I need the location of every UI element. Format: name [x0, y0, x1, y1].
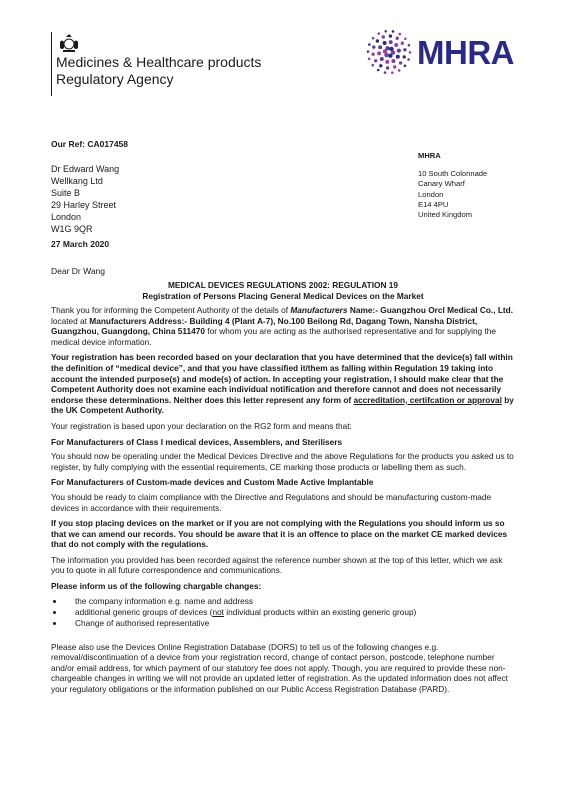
- agency-name-line1: Medicines & Healthcare products: [56, 54, 262, 70]
- logo-dot: [371, 64, 374, 67]
- recipient-line: Suite B: [51, 188, 81, 198]
- logo-dot: [397, 49, 401, 53]
- text-run: for whom you are acting as the authorised representative and for supplying the medical device information.: [51, 326, 497, 347]
- logo-dot: [374, 59, 377, 62]
- logo-dot: [404, 65, 407, 68]
- logo-dot: [392, 30, 395, 33]
- recipient-line: London: [51, 212, 82, 222]
- paragraph-custom-made: You should be ready to claim compliance with the Directive and Regulations and should be manufacturing custom-made devices in accordance with their requirements.: [51, 491, 492, 513]
- recipient-line: Dr Edward Wang: [51, 164, 120, 174]
- paragraph-offence: If you stop placing devices on the market or if you are not complying with the Regulations you should inform us so that we can amend our records. You should be aware that it is an offence to place on the market CE marked devices that do not comply with the regulations.: [51, 518, 508, 550]
- logo-dot: [385, 60, 389, 64]
- logo-dot: [382, 35, 385, 38]
- recipient-line: Wellkang Ltd: [51, 176, 103, 186]
- sender-org: MHRA: [418, 151, 441, 160]
- logo-dot: [398, 69, 401, 72]
- logo-dot: [393, 65, 396, 68]
- letter-subheading: Registration of Persons Placing General Medical Devices on the Market: [142, 291, 424, 301]
- sender-address: [418, 151, 487, 220]
- logo-dot: [389, 40, 393, 44]
- text-run: Manufacturers Address:- Building 4 (Plant A-7), No.100 Beilong Rd, Dagang Town, Nansha District, Guangzhou, Guangdong, China 511470: [51, 315, 478, 337]
- paragraph-basis: Your registration is based upon your declaration on the RG2 form and means that:: [51, 420, 352, 431]
- paragraph-intro: [51, 305, 517, 347]
- royal-crest-icon: [58, 33, 80, 53]
- recipient-address: [51, 163, 119, 235]
- text-run: Your registration has been recorded based on your declaration that you have determined that the device(s) fall within the definition of “medical device”, and that you have classified it/them as falling within Regulation 19 taking into account the intended purpose(s) and mode(s) of action. In accepting your registration, I should make clear that the Competent Authority does not examine each individual notification and therefore cannot and does not necessarily endorse these determinations. Neither does this letter represent any form of: [51, 352, 513, 405]
- logo-dot: [404, 38, 407, 41]
- text-run: by the UK Competent Authority.: [51, 394, 514, 416]
- text-run: not: [212, 606, 224, 617]
- agency-name-line2: Regulatory Agency: [56, 70, 174, 87]
- text-run: located at: [51, 315, 90, 326]
- logo-dot: [380, 57, 384, 61]
- logo-dot: [394, 43, 398, 47]
- paragraph-dors: Please also use the Devices Online Registration Database (DORS) to tell us of the following changes e.g. removal/discontinuation of a device from your registration record, change of contact person, postcode, telephone number and/or email address, for which payment of our statutory fee does not apply. Though, you are required to provide these non-chargeable changes in writing we will not provide an updated letter of registration. As the updated information does not affect your regulatory obligations or the information published on our Public Access Registration Database (PARD).: [51, 641, 508, 695]
- agency-name: [56, 54, 261, 87]
- logo-dot: [377, 51, 381, 55]
- logo-dot: [399, 33, 402, 36]
- text-run: Thank you for informing the Competent Authority of the details of: [51, 305, 291, 315]
- logo-dot: [377, 69, 380, 72]
- text-run: Name:- Guangzhou Orcl Medical Co., Ltd.: [347, 305, 514, 315]
- logo-dot: [376, 39, 379, 42]
- logo-dot: [399, 61, 402, 64]
- logo-dot: [391, 50, 395, 54]
- text-run: additional generic groups of devices (: [75, 606, 213, 617]
- logo-dot: [396, 55, 400, 59]
- dot-cluster-icon: [365, 30, 415, 74]
- logo-dot: [403, 55, 406, 58]
- reference-number: Our Ref: CA017458: [51, 139, 129, 149]
- paragraph-reference: The information you provided has been recorded against the reference number shown at the top of this letter, which we ask you to quote in all future correspondence and communications.: [51, 554, 503, 576]
- section-heading-custom-made: For Manufacturers of Custom-made devices and Custom Made Active Implantable: [51, 477, 374, 488]
- logo-dot: [378, 32, 381, 35]
- letter-heading: MEDICAL DEVICES REGULATIONS 2002: REGULATION 19: [167, 280, 399, 290]
- list-item: [65, 607, 517, 618]
- letter-date: 27 March 2020: [51, 239, 110, 249]
- logo-dot: [391, 59, 395, 63]
- text-run: Manufacturers: [290, 305, 348, 315]
- logo-dot: [401, 42, 404, 45]
- salutation: Dear Dr Wang: [51, 266, 106, 276]
- logo-dot: [372, 37, 375, 40]
- logo-dot: [378, 45, 382, 49]
- paragraph-registration: [51, 352, 517, 416]
- mhra-logo-text: MHRA: [417, 34, 514, 71]
- logo-dot: [407, 58, 410, 61]
- logo-dot: [368, 43, 371, 46]
- logo-dot: [409, 51, 412, 54]
- logo-dot: [383, 41, 387, 45]
- logo-dot: [408, 44, 411, 47]
- logo-dot: [384, 30, 387, 33]
- logo-dot: [371, 53, 374, 56]
- logo-dot: [386, 66, 389, 69]
- header-rule: [51, 32, 52, 96]
- sender-line: London: [418, 189, 444, 199]
- logo-dot: [379, 64, 382, 67]
- list-item: • the company information e.g. name and address: [65, 596, 517, 607]
- letter-body: [51, 305, 517, 700]
- sender-line: Canary Wharf: [418, 179, 465, 189]
- logo-dot: [396, 37, 399, 40]
- sender-line: 10 South Colonnade: [418, 169, 488, 179]
- logo-dot: [391, 71, 394, 74]
- paragraph-class-i: You should now be operating under the Medical Devices Directive and the above Regulations for the products you asked us to register, by fully complying with the essential requirements, CE marking those products or labelling them as such.: [51, 451, 514, 472]
- list-item: • Change of authorised representative: [65, 618, 517, 629]
- logo-dot: [403, 48, 406, 51]
- logo-dot: [372, 45, 375, 48]
- logo-dot: [367, 50, 370, 53]
- sender-line: E14 4PU: [418, 199, 449, 209]
- logo-dot: [384, 71, 387, 74]
- logo-dot: [389, 34, 392, 37]
- section-heading-class-i: For Manufacturers of Class I medical devices, Assemblers, and Sterilisers: [51, 436, 343, 447]
- recipient-line: 29 Harley Street: [51, 200, 117, 210]
- mhra-logo: [365, 30, 530, 74]
- section-heading-changes: Please inform us of the following chargable changes:: [51, 581, 262, 592]
- logo-dot: [385, 46, 389, 50]
- changes-list: [51, 596, 517, 629]
- recipient-line: W1G 9QR: [51, 224, 93, 234]
- logo-dot: [368, 58, 371, 61]
- text-run: individual products within an existing generic group): [224, 606, 417, 617]
- text-run: accreditation, certifcation or approval: [353, 394, 502, 405]
- sender-line: United Kingdom: [418, 210, 473, 220]
